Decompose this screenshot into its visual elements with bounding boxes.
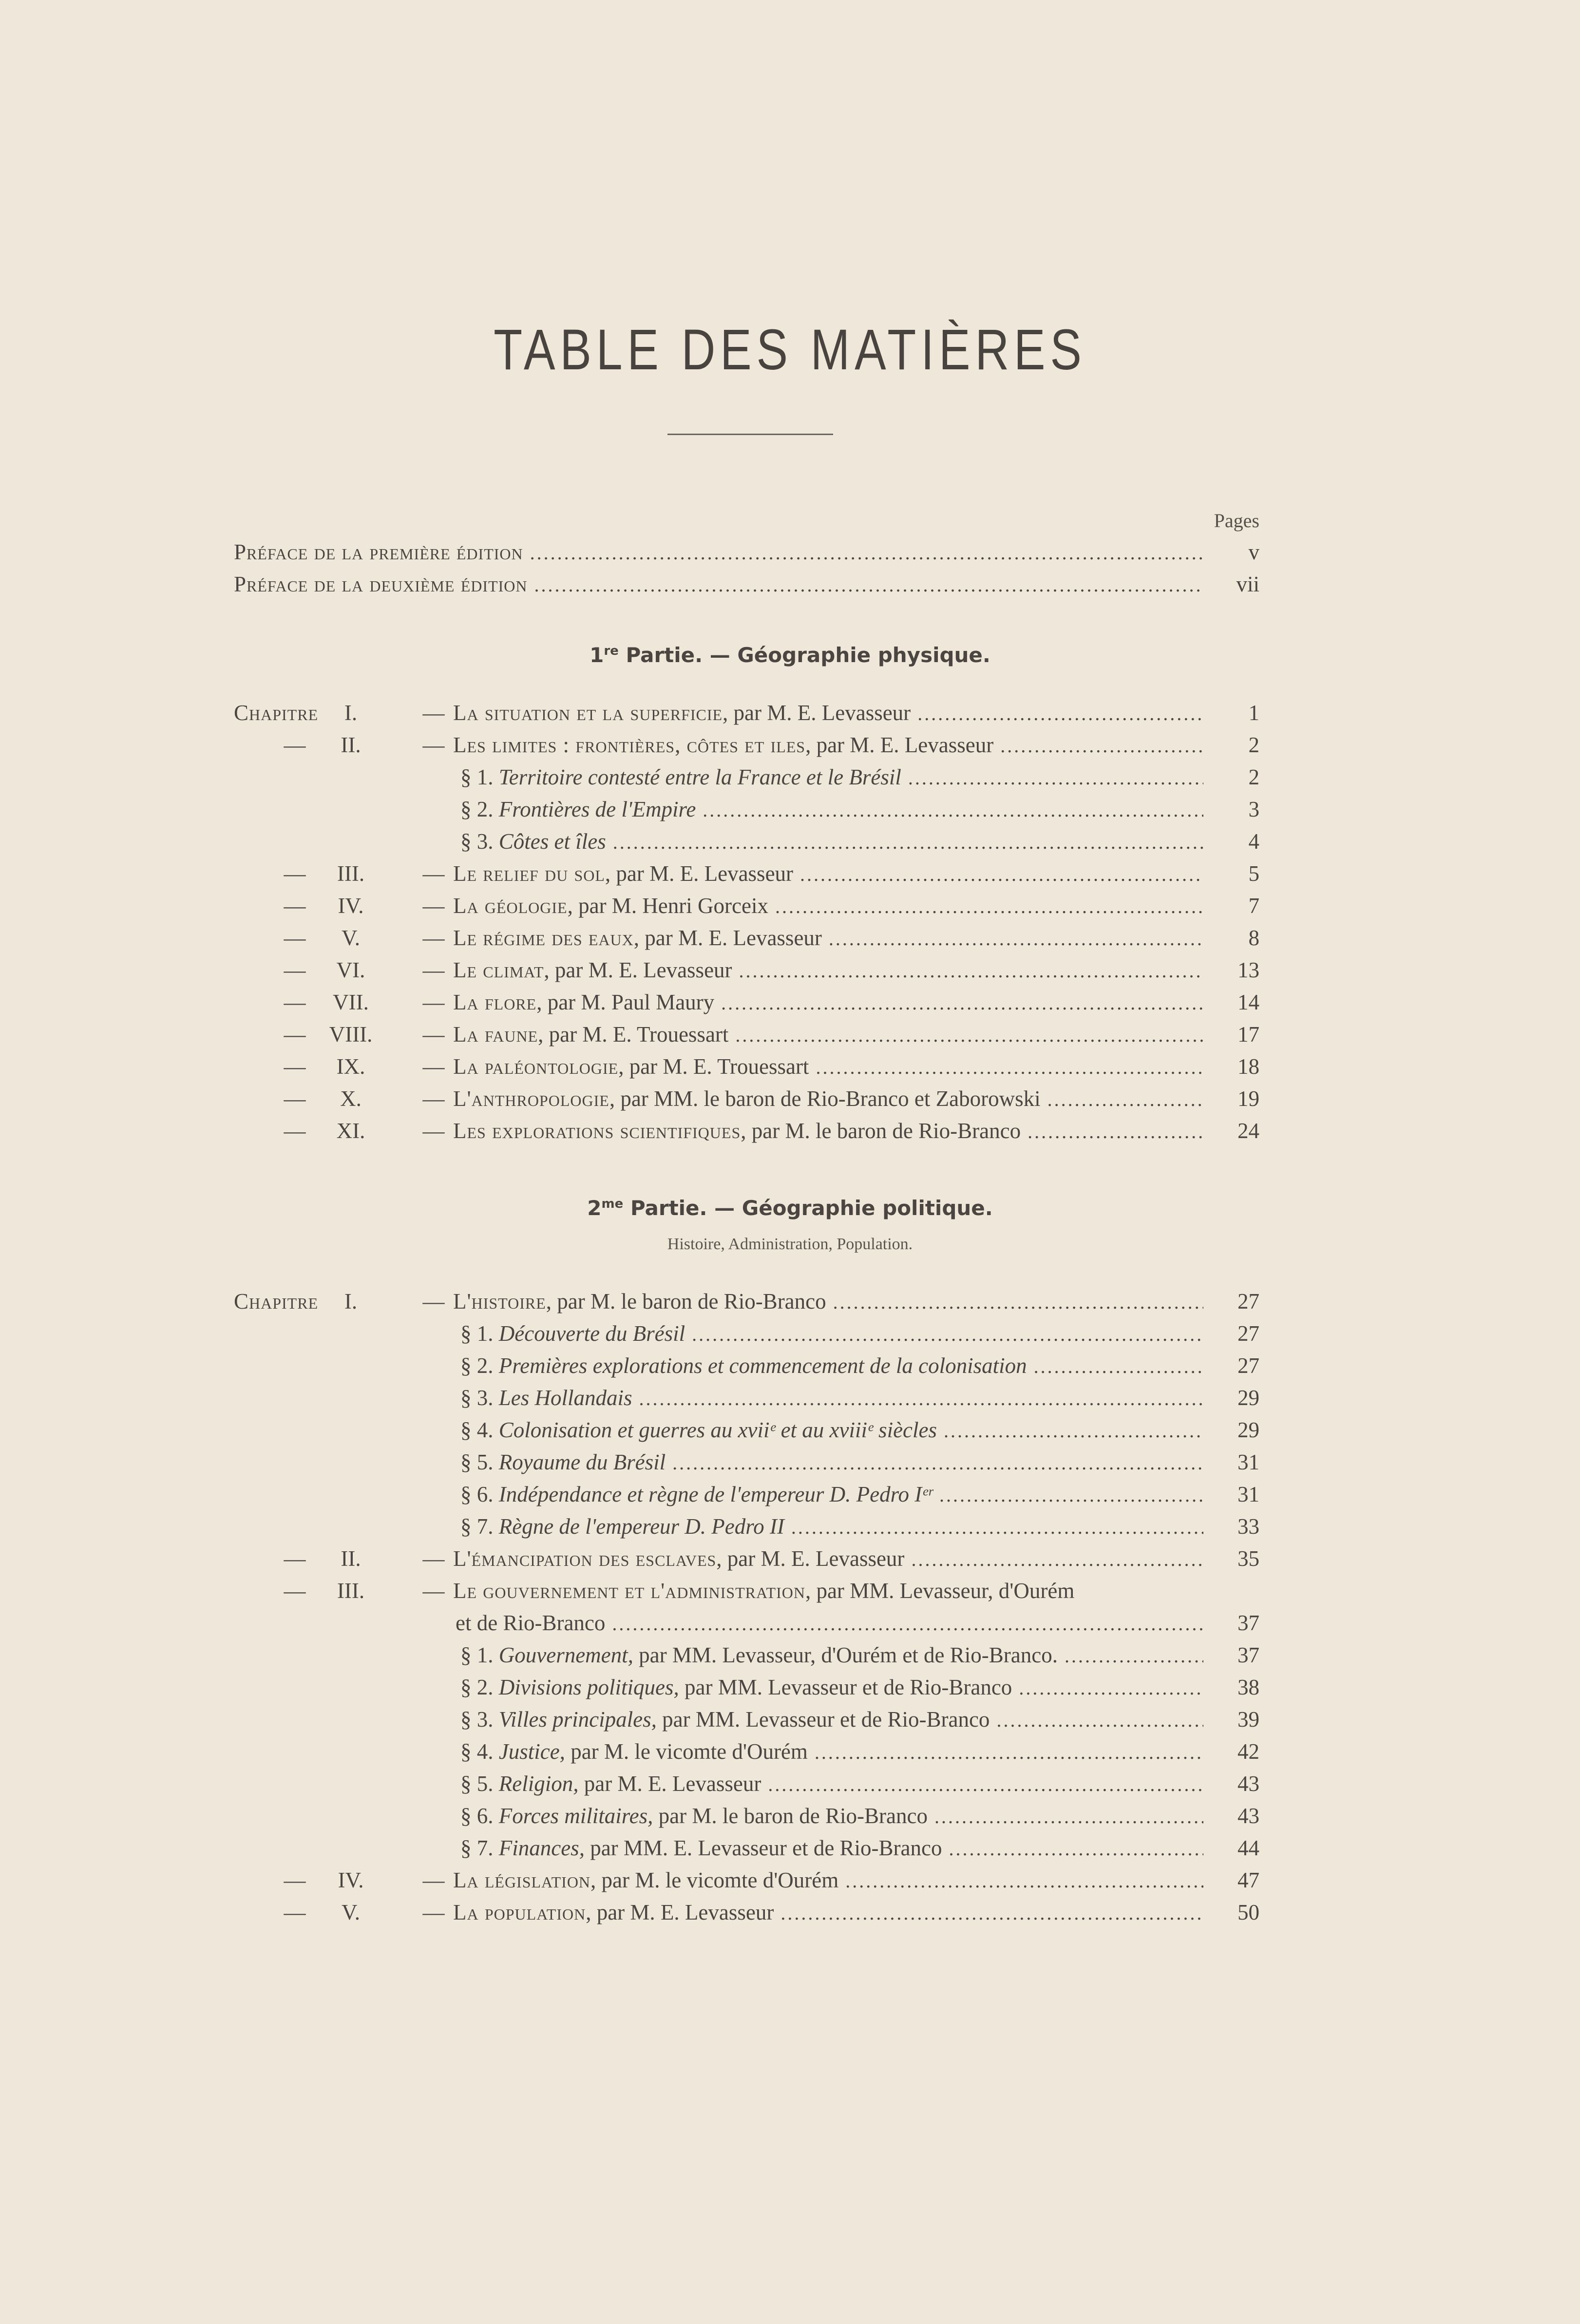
chapter-author: , par M. E. Levasseur: [716, 1546, 905, 1571]
chapter-title: La situation et la superficie: [453, 701, 723, 725]
chapter-number: VIII.: [329, 1022, 373, 1047]
section-number: § 6.: [460, 1482, 499, 1506]
toc-row: [0, 729, 1580, 761]
toc-subentry: [460, 1350, 1203, 1383]
chapter-title: La population: [453, 1900, 586, 1924]
toc-row: [0, 793, 1580, 825]
section-number: § 4.: [460, 1418, 499, 1442]
chapter-title: L'émancipation des esclaves: [453, 1546, 717, 1571]
toc-page-number: 1: [1248, 701, 1259, 725]
section-number: § 2.: [460, 1353, 499, 1378]
toc-entry: [453, 890, 1203, 923]
toc-row: [0, 986, 1580, 1018]
chapter-number: I.: [344, 1289, 358, 1314]
toc-page-number: 17: [1237, 1022, 1259, 1047]
chapter-author: , par M. Paul Maury: [536, 990, 715, 1014]
chapter-number: VI.: [336, 958, 365, 982]
chapter-author: , par M. E. Levasseur: [586, 1900, 774, 1924]
chapter-number: IV.: [338, 1868, 364, 1892]
toc-page-number: 33: [1237, 1514, 1259, 1539]
separator-dash: —: [422, 926, 445, 950]
toc-row: [0, 1768, 1580, 1800]
toc-subentry: [460, 1671, 1203, 1704]
chapter-author: , par M. E. Levasseur: [723, 701, 911, 725]
toc-row: [0, 1800, 1580, 1832]
toc-row: [0, 1285, 1580, 1317]
section-number: § 5.: [460, 1450, 499, 1474]
section-author: par M. le vicomte d'Ourém: [565, 1739, 808, 1764]
toc-row: [0, 1864, 1580, 1896]
toc-entry: [453, 1115, 1203, 1148]
separator-dash: —: [422, 1119, 445, 1143]
toc-row: [0, 1735, 1580, 1768]
toc-page-number: 37: [1237, 1643, 1259, 1667]
section-title: Colonisation et guerres au xviiᵉ et au xviiiᵉ siècles: [498, 1418, 937, 1442]
toc-entry: [453, 1083, 1203, 1116]
toc-subentry: [460, 1832, 1203, 1865]
section-title: Finances,: [498, 1836, 585, 1860]
toc-page-number: 27: [1237, 1321, 1259, 1346]
toc-row: [0, 1832, 1580, 1864]
toc-entry: [453, 1285, 1203, 1318]
toc-subentry: [460, 1639, 1203, 1672]
toc-entry: [453, 857, 1203, 891]
toc-row: [0, 1115, 1580, 1147]
chapter-title: L'histoire: [453, 1289, 546, 1314]
toc-entry: [453, 1896, 1203, 1929]
chapter-word: Chapitre: [234, 1289, 319, 1314]
section-author: par MM. E. Levasseur et de Rio-Branco: [584, 1836, 942, 1860]
toc-row: [0, 1510, 1580, 1543]
section-number: § 1.: [460, 1321, 499, 1346]
chapter-number: XI.: [336, 1119, 365, 1143]
toc-subentry: [460, 1478, 1203, 1511]
chapter-author: , par M. E. Levasseur: [544, 958, 732, 982]
separator-dash: —: [422, 990, 445, 1014]
chapter-title: Les explorations scientifiques: [453, 1119, 741, 1143]
section-title: Frontières de l'Empire: [498, 797, 696, 821]
toc-row: [0, 1382, 1580, 1414]
toc-entry: [453, 1018, 1203, 1051]
toc-row: [0, 1414, 1580, 1446]
section-title: Premières explorations et commencement de la colonisation: [498, 1353, 1027, 1378]
chapter-title: L'anthropologie: [453, 1086, 609, 1111]
chapter-author: , par M. le baron de Rio-Branco: [741, 1119, 1021, 1143]
toc-entry-title: Préface de la deuxième édition .....: [234, 568, 1203, 601]
chapter-title: Le relief du sol: [453, 861, 605, 886]
toc-page-number: 37: [1237, 1611, 1259, 1635]
toc-row-preface: [0, 568, 1580, 600]
section-number: § 1.: [460, 1643, 499, 1667]
separator-dash: —: [422, 1086, 445, 1111]
toc-entry: [453, 1864, 1203, 1897]
chapter-author: , par M. E. Trouessart: [538, 1022, 729, 1047]
section-title: Forces militaires,: [498, 1804, 653, 1828]
section-title: Les Hollandais: [498, 1386, 632, 1410]
toc-entry: [453, 986, 1203, 1019]
toc-page-number: 47: [1237, 1868, 1259, 1892]
toc-row: [0, 1639, 1580, 1671]
section-author: par MM. Levasseur, d'Ourém et de Rio-Branco.: [633, 1643, 1058, 1667]
section-number: § 7.: [460, 1836, 499, 1860]
chapter-author: , par MM. Levasseur, d'Ourém: [805, 1579, 1075, 1603]
toc-page-number: 29: [1237, 1386, 1259, 1410]
toc-subentry: [460, 1446, 1203, 1479]
ditto-dash: —: [284, 926, 306, 950]
toc-subentry: [460, 1768, 1203, 1801]
toc-page-number: 4: [1248, 829, 1259, 854]
toc-entry: [453, 922, 1203, 955]
toc-row: [0, 1703, 1580, 1735]
ditto-dash: —: [284, 1546, 306, 1571]
separator-dash: —: [422, 1022, 445, 1047]
pages-column-label: Pages: [1214, 510, 1259, 532]
toc-page-number: 44: [1237, 1836, 1259, 1860]
section-author: par M. E. Levasseur: [578, 1772, 761, 1796]
toc-page-number: 38: [1237, 1675, 1259, 1699]
chapter-author: , par MM. le baron de Rio-Branco et Zaborowski: [609, 1086, 1041, 1111]
toc-entry-title: Préface de la première édition .....: [234, 536, 1203, 569]
section-title: Gouvernement,: [498, 1643, 633, 1667]
toc-row: [0, 1896, 1580, 1928]
toc-entry: [453, 1575, 1203, 1608]
title-divider: [667, 434, 833, 435]
section-title: Royaume du Brésil: [498, 1450, 666, 1474]
toc-page-number: 39: [1237, 1707, 1259, 1732]
toc-entry-continuation: et de Rio-Branco .....: [456, 1607, 1203, 1640]
chapter-author: , par M. le baron de Rio-Branco: [546, 1289, 826, 1314]
toc-subentry: [460, 825, 1203, 858]
toc-row-preface: [0, 536, 1580, 568]
separator-dash: —: [422, 733, 445, 757]
toc-entry: [453, 954, 1203, 987]
toc-row: [0, 1350, 1580, 1382]
ditto-dash: —: [284, 1579, 306, 1603]
part2-subtitle: Histoire, Administration, Population.: [667, 1235, 913, 1253]
chapter-title: Les limites : frontières, côtes et iles: [453, 733, 806, 757]
separator-dash: —: [422, 1546, 445, 1571]
chapter-number: V.: [342, 926, 360, 950]
chapter-title: La géologie: [453, 894, 568, 918]
toc-page-number: 19: [1237, 1086, 1259, 1111]
chapter-title: Le régime des eaux: [453, 926, 634, 950]
toc-page-number: 13: [1237, 958, 1259, 982]
chapter-number: II.: [341, 1546, 361, 1571]
chapter-number: I.: [344, 701, 358, 725]
toc-page-number: 18: [1237, 1054, 1259, 1079]
toc-page-number: vii: [1236, 572, 1259, 596]
separator-dash: —: [422, 1868, 445, 1892]
chapter-title: La législation: [453, 1868, 591, 1892]
toc-subentry: [460, 761, 1203, 794]
toc-page-number: 29: [1237, 1418, 1259, 1442]
ditto-dash: —: [284, 990, 306, 1014]
toc-row: [0, 1478, 1580, 1510]
toc-row: [0, 1575, 1580, 1607]
chapter-number: IX.: [336, 1054, 365, 1079]
toc-entry: [453, 729, 1203, 762]
toc-row: [0, 697, 1580, 729]
toc-row: [0, 857, 1580, 890]
toc-page-number: 2: [1248, 733, 1259, 757]
chapter-author: , par M. E. Levasseur: [633, 926, 822, 950]
toc-row: [0, 922, 1580, 954]
ditto-dash: —: [284, 1119, 306, 1143]
section-author: par M. le baron de Rio-Branco: [653, 1804, 928, 1828]
chapter-title: La flore: [453, 990, 537, 1014]
toc-page-number: 35: [1237, 1546, 1259, 1571]
chapter-author: , par M. E. Levasseur: [805, 733, 994, 757]
toc-subentry: [460, 1317, 1203, 1351]
toc-page-number: v: [1248, 540, 1259, 564]
section-number: § 7.: [460, 1514, 499, 1539]
section-number: § 1.: [460, 765, 499, 789]
toc-row: [0, 1446, 1580, 1478]
section-title: Religion,: [498, 1772, 579, 1796]
chapter-author: , par M. le vicomte d'Ourém: [590, 1868, 839, 1892]
chapter-number: VII.: [333, 990, 369, 1014]
section-title: Villes principales,: [498, 1707, 657, 1732]
separator-dash: —: [422, 701, 445, 725]
section-title: Indépendance et règne de l'empereur D. Pedro Iᵉʳ: [498, 1482, 933, 1506]
section-number: § 3.: [460, 1707, 499, 1732]
section-title: Découverte du Brésil: [498, 1321, 685, 1346]
toc-row: [0, 761, 1580, 793]
toc-page-number: 8: [1248, 926, 1259, 950]
section-number: § 6.: [460, 1804, 499, 1828]
toc-page-number: 50: [1237, 1900, 1259, 1924]
toc-row: [0, 890, 1580, 922]
chapter-number: III.: [337, 1579, 365, 1603]
section-number: § 2.: [460, 797, 499, 821]
section-author: par MM. Levasseur et de Rio-Branco: [656, 1707, 990, 1732]
chapter-title: Le climat: [453, 958, 544, 982]
ditto-dash: —: [284, 1086, 306, 1111]
ditto-dash: —: [284, 958, 306, 982]
chapter-author: , par M. Henri Gorceix: [567, 894, 768, 918]
section-title: Règne de l'empereur D. Pedro II: [498, 1514, 784, 1539]
section-title: Côtes et îles: [498, 829, 606, 854]
separator-dash: —: [422, 894, 445, 918]
toc-page-number: 31: [1237, 1450, 1259, 1474]
toc-page-number: 14: [1237, 990, 1259, 1014]
separator-dash: —: [422, 1579, 445, 1603]
section-number: § 3.: [460, 1386, 499, 1410]
ditto-dash: —: [284, 1022, 306, 1047]
toc-row: [0, 1317, 1580, 1350]
toc-entry: [453, 1050, 1203, 1084]
chapter-number: V.: [342, 1900, 360, 1924]
toc-page-number: 7: [1248, 894, 1259, 918]
toc-page-number: 2: [1248, 765, 1259, 789]
section-author: par MM. Levasseur et de Rio-Branco: [679, 1675, 1012, 1699]
toc-page-number: 24: [1237, 1119, 1259, 1143]
chapter-title: Le gouvernement et l'administration: [453, 1579, 805, 1603]
toc-subentry: [460, 1800, 1203, 1833]
separator-dash: —: [422, 958, 445, 982]
toc-row: [0, 825, 1580, 857]
separator-dash: —: [422, 1289, 445, 1314]
section-number: § 5.: [460, 1772, 499, 1796]
toc-subentry: [460, 1703, 1203, 1736]
chapter-number: X.: [340, 1086, 362, 1111]
chapter-word: Chapitre: [234, 701, 319, 725]
toc-row: [0, 1543, 1580, 1575]
toc-page-number: 43: [1237, 1772, 1259, 1796]
toc-page-number: 27: [1237, 1289, 1259, 1314]
page-title: TABLE DES MATIÈRES: [494, 318, 1086, 382]
toc-subentry: [460, 1382, 1203, 1415]
chapter-author: , par M. E. Trouessart: [618, 1054, 809, 1079]
ditto-dash: —: [284, 733, 306, 757]
chapter-title: La faune: [453, 1022, 538, 1047]
section-number: § 2.: [460, 1675, 499, 1699]
ditto-dash: —: [284, 1054, 306, 1079]
chapter-number: III.: [337, 861, 365, 886]
toc-row: [0, 1050, 1580, 1083]
ditto-dash: —: [284, 1868, 306, 1892]
toc-page-number: 42: [1237, 1739, 1259, 1764]
chapter-number: II.: [341, 733, 361, 757]
separator-dash: —: [422, 1900, 445, 1924]
separator-dash: —: [422, 861, 445, 886]
toc-page-number: 43: [1237, 1804, 1259, 1828]
toc-subentry: [460, 1414, 1203, 1447]
toc-subentry: [460, 1510, 1203, 1543]
chapter-author: , par M. E. Levasseur: [605, 861, 794, 886]
ditto-dash: —: [284, 894, 306, 918]
section-number: § 3.: [460, 829, 499, 854]
separator-dash: —: [422, 1054, 445, 1079]
toc-page-number: 27: [1237, 1353, 1259, 1378]
section-title: Territoire contesté entre la France et le Brésil: [498, 765, 901, 789]
toc-subentry: [460, 1735, 1203, 1769]
toc-page-number: 3: [1248, 797, 1259, 821]
toc-page-number: 31: [1237, 1482, 1259, 1506]
ditto-dash: —: [284, 861, 306, 886]
toc-row: [0, 1083, 1580, 1115]
chapter-number: IV.: [338, 894, 364, 918]
toc-subentry: [460, 793, 1203, 826]
part1-heading: 1re Partie. — Géographie physique.: [590, 643, 990, 667]
toc-row: [0, 954, 1580, 986]
toc-entry: [453, 697, 1203, 730]
toc-entry: [453, 1543, 1203, 1576]
chapter-title: La paléontologie: [453, 1054, 619, 1079]
toc-row: [0, 1607, 1580, 1639]
toc-row: [0, 1671, 1580, 1703]
toc-page-number: 5: [1248, 861, 1259, 886]
toc-row: [0, 1018, 1580, 1050]
section-title: Divisions politiques,: [498, 1675, 679, 1699]
section-title: Justice,: [498, 1739, 565, 1764]
section-number: § 4.: [460, 1739, 499, 1764]
part2-heading: $2^{me}$ Partie. — Géographie politique.: [587, 1196, 993, 1220]
ditto-dash: —: [284, 1900, 306, 1924]
